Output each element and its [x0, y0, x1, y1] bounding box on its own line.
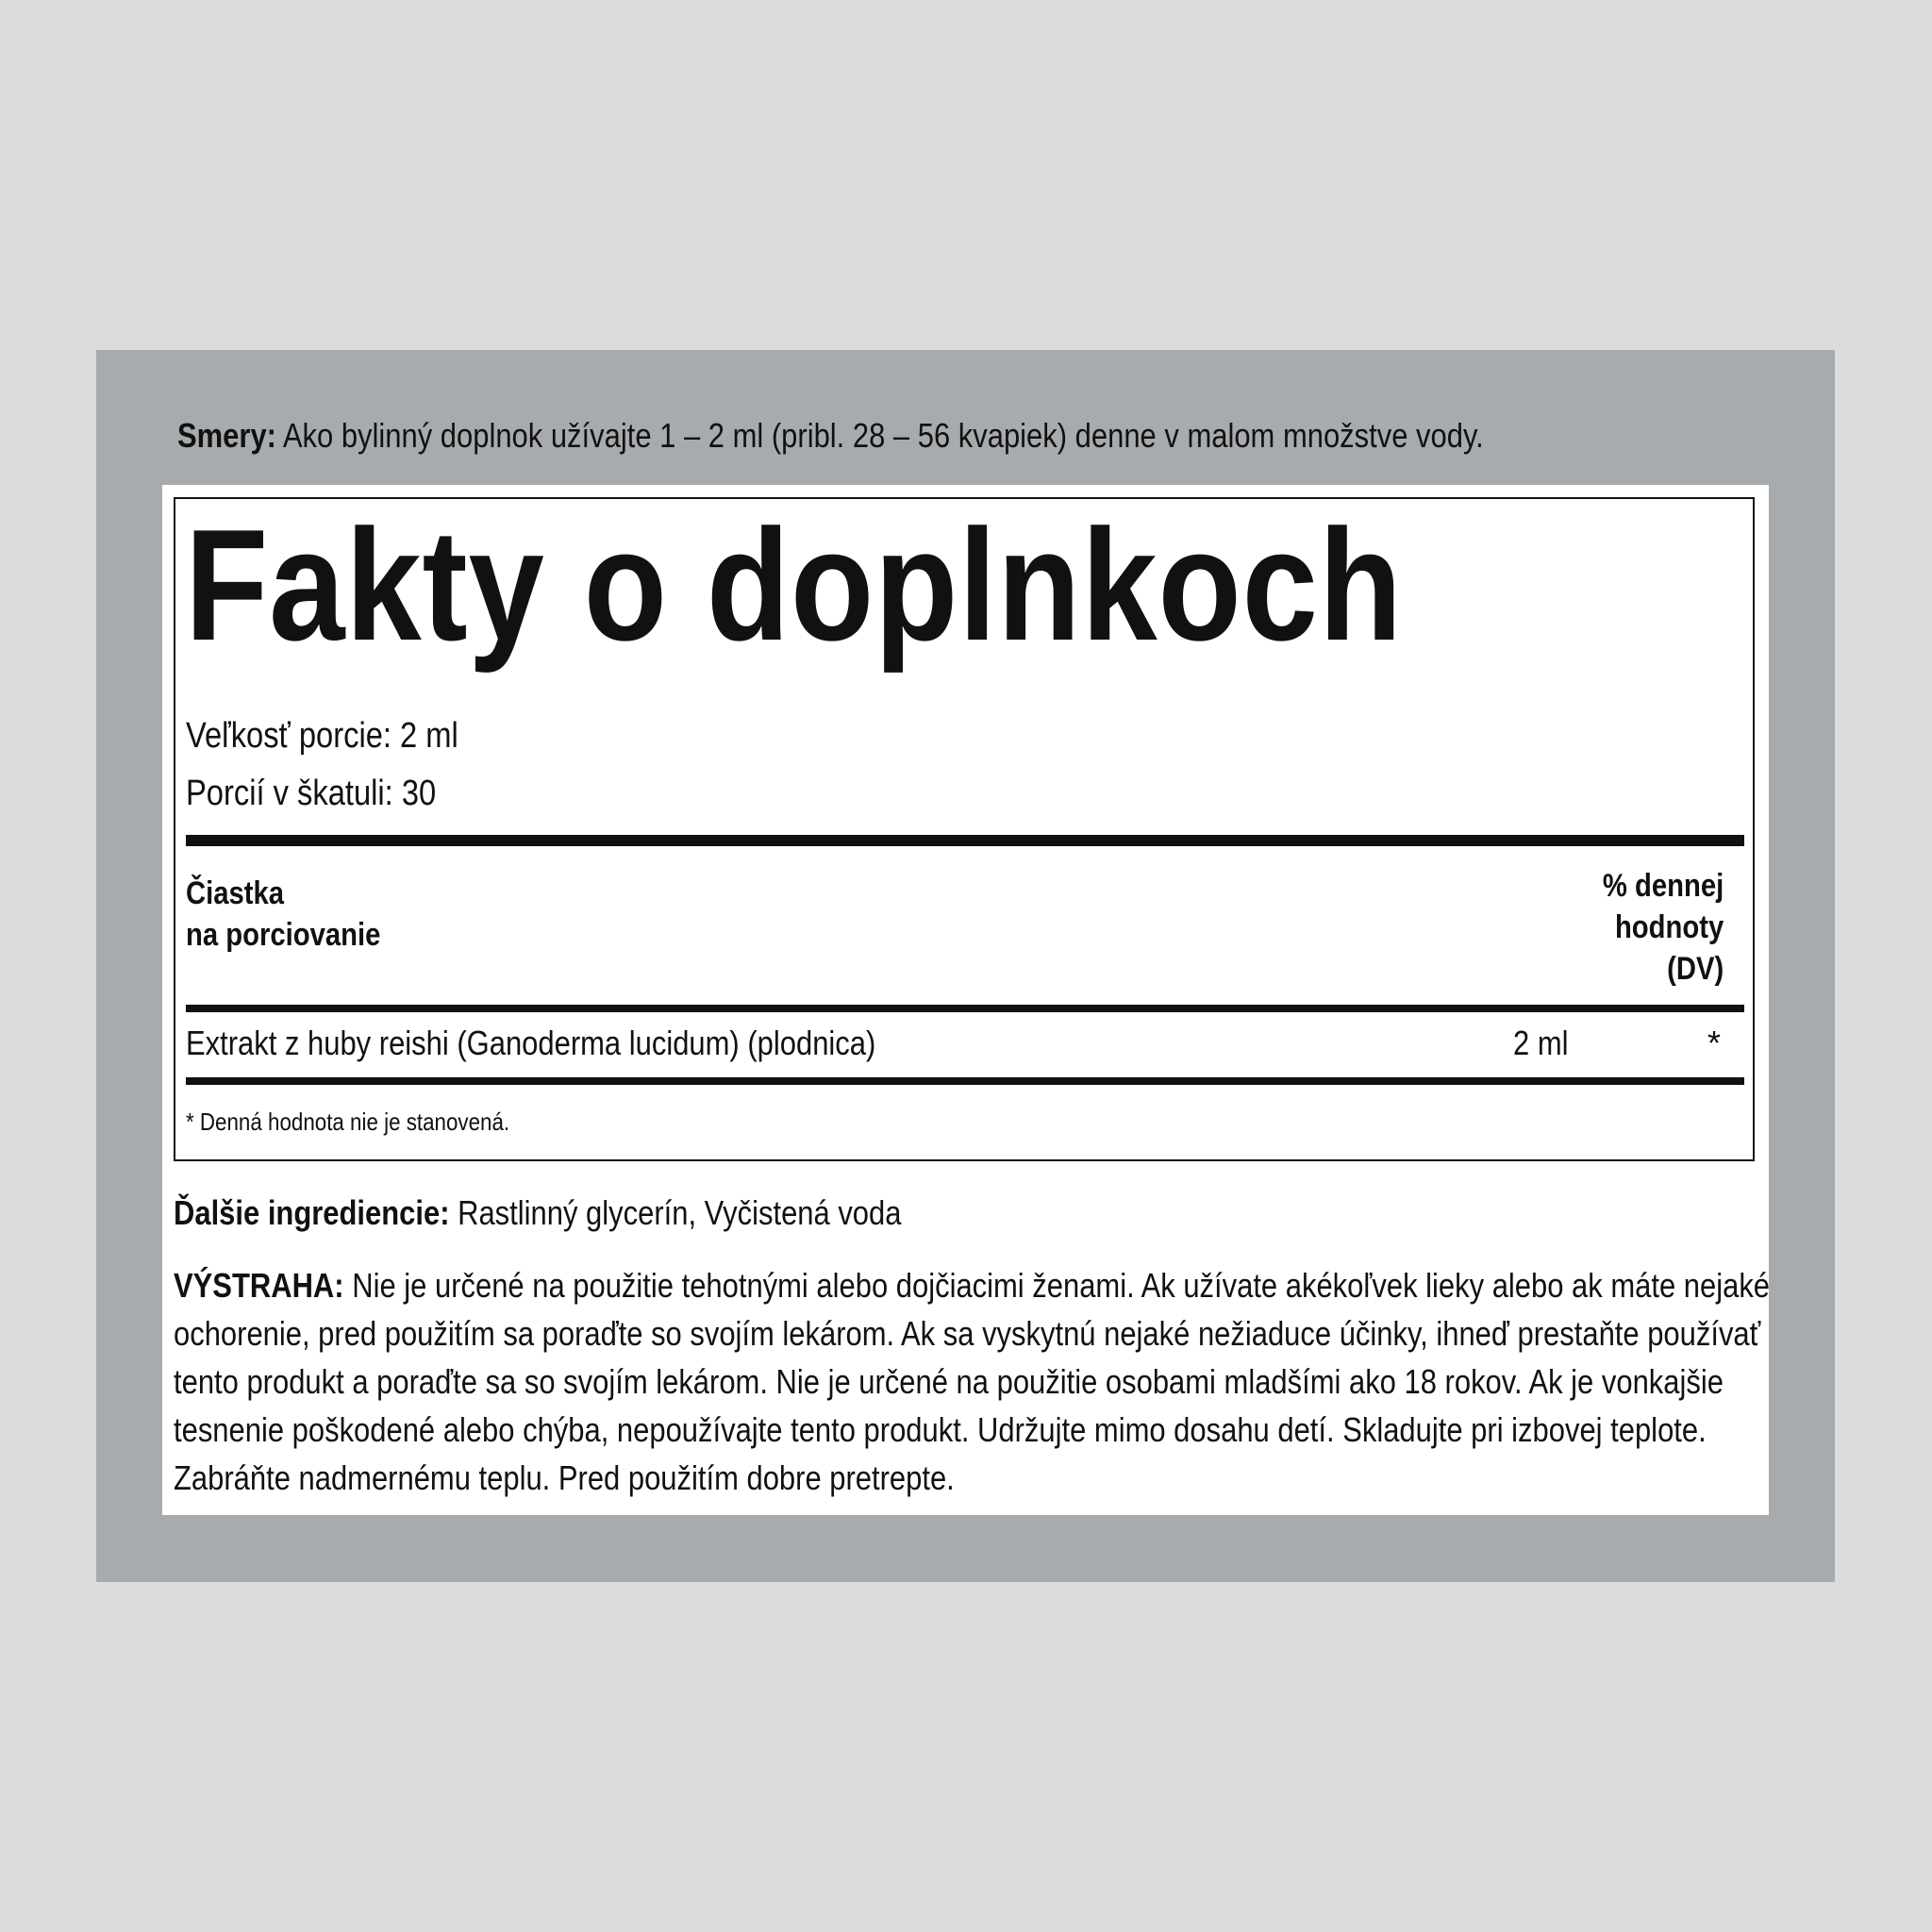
warning-body: Nie je určené na použitie tehotnými alebo dojčiacimi ženami. Ak užívate akékoľvek lieky alebo ak máte nejaké ochorenie, pred použitím sa poraďte so svojím lekárom. Ak sa vyskytnú nejaké nežiaduce účinky, ihneď prestaňte používať tento produkt a poraďte sa so svojím lekárom. Nie je určené na použitie osobami mladšími ako 18 rokov. Ak je vonkajšie tesnenie poškodené alebo chýba, nepoužívajte tento produkt. Udržujte mimo dosahu detí. Skladujte pri izbovej teplote. Zabráňte nadmernému teplu. Pred použitím dobre pretrepte. [174, 1266, 1771, 1497]
dv-header-line1: % dennej [1602, 868, 1724, 904]
dv-header-line3: (DV) [1666, 951, 1724, 987]
other-ingredients-label: Ďalšie ingrediencie: [174, 1193, 450, 1232]
warning-label: VÝSTRAHA: [174, 1266, 344, 1305]
servings-per-container: Porcií v škatuli: 30 [186, 774, 437, 813]
directions-label: Smery: [177, 416, 276, 455]
ingredient-name: Extrakt z huby reishi (Ganoderma lucidum) (plodnica) [186, 1024, 876, 1062]
warning-text [174, 1261, 1772, 1502]
ingredient-dv: * [1707, 1024, 1722, 1062]
other-ingredients [174, 1191, 901, 1236]
directions-body: Ako bylinný doplnok užívajte 1 – 2 ml (pribl. 28 – 56 kvapiek) denne v malom množstve vody. [275, 416, 1484, 455]
medium-divider [186, 1005, 1744, 1012]
amount-header [186, 873, 380, 956]
other-ingredients-text: Rastlinný glycerín, Vyčistená voda [449, 1193, 902, 1232]
dv-header-line2: hodnoty [1614, 909, 1724, 945]
thick-divider [186, 835, 1744, 846]
ingredient-amount: 2 ml [1513, 1024, 1569, 1062]
medium-divider-bottom [186, 1077, 1744, 1085]
serving-size: Veľkosť porcie: 2 ml [186, 716, 458, 756]
amount-header-line2: na porciovanie [186, 917, 381, 953]
directions-text [177, 413, 1484, 458]
daily-value-header [1603, 865, 1724, 990]
footnote: * Denná hodnota nie je stanovená. [186, 1108, 510, 1136]
amount-header-line1: Čiastka [186, 875, 285, 911]
facts-title: Fakty o doplnkoch [185, 496, 1403, 674]
